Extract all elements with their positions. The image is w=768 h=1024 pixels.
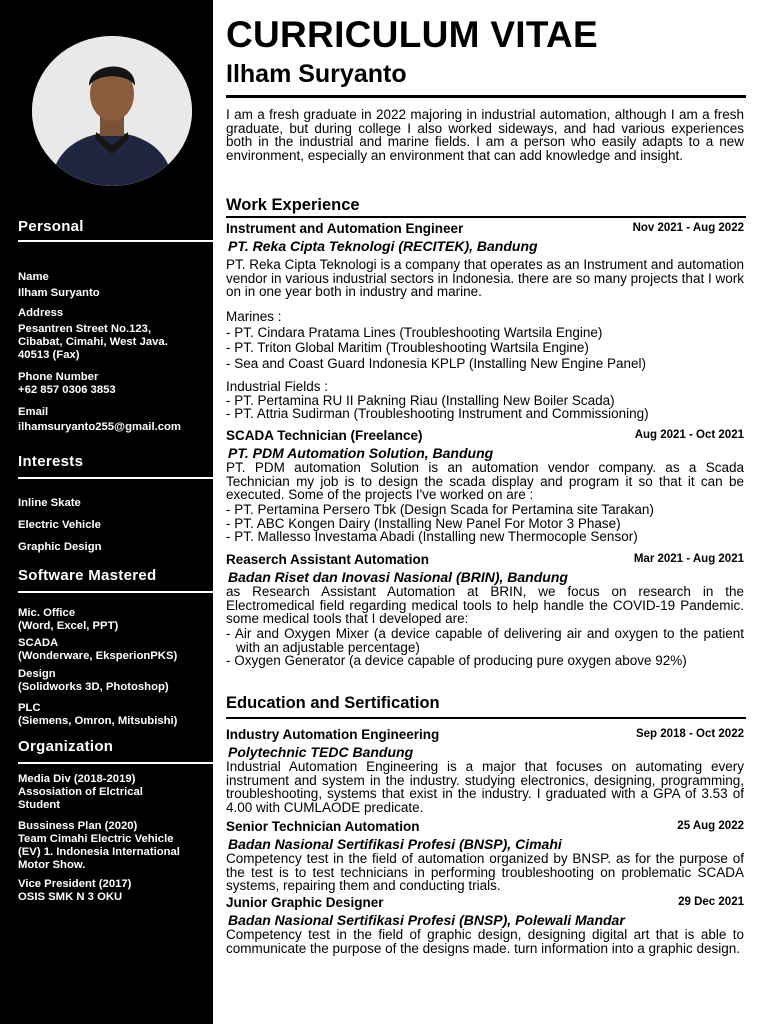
interest-item: Graphic Design xyxy=(18,541,102,553)
job-date: Mar 2021 - Aug 2021 xyxy=(633,553,744,565)
organization-line: Vice President (2017) xyxy=(18,878,132,890)
organization-item xyxy=(18,878,210,904)
sidebar xyxy=(0,0,213,1024)
name-value: Ilham Suryanto xyxy=(18,287,100,299)
job-date: Aug 2021 - Oct 2021 xyxy=(634,429,744,441)
personal-divider xyxy=(18,240,213,242)
organization-line: OSIS SMK N 3 OKU xyxy=(18,891,123,903)
tool-list xyxy=(226,627,744,668)
job-company: Badan Riset dan Inovasi Nasional (BRIN), Bandung xyxy=(228,569,568,585)
list-item: - Air and Oxygen Mixer (a device capable of delivering air and oxygen to the patient with an adjustable percentage) xyxy=(226,626,744,655)
education-institution: Polytechnic TEDC Bandung xyxy=(228,744,414,760)
job-title: Instrument and Automation Engineer xyxy=(226,221,464,236)
job-description: PT. PDM automation Solution is an automation vendor company. as a Scada Technician my job is to design the scada display and program it so that it can be executed. Some of the projects I've worked on are : xyxy=(226,460,744,502)
phone-label: Phone Number xyxy=(18,371,99,383)
name-block xyxy=(18,271,210,300)
education-description: Competency test in the field of automation organized by BNSP. as for the purpose of the test is to test technicians in performing troubleshooting on problematic SCADA systems, repairing them and conducting trials. xyxy=(226,851,744,893)
address-line: Cibabat, Cimahi, West Java. xyxy=(18,336,168,348)
education-divider xyxy=(226,717,746,719)
software-heading: Software Mastered xyxy=(18,567,157,584)
cv-title: CURRICULUM VITAE xyxy=(226,14,599,55)
software-name: PLC xyxy=(18,702,41,714)
education-title: Junior Graphic Designer xyxy=(226,895,384,910)
list-item: - PT. Mallesso Investama Abadi (Installing new Thermocople Sensor) xyxy=(226,529,638,544)
organization-divider xyxy=(18,762,213,764)
name-label: Name xyxy=(18,271,49,283)
interest-item: Inline Skate xyxy=(18,497,81,509)
personal-heading: Personal xyxy=(18,218,84,235)
education-heading: Education and Sertification xyxy=(226,694,440,712)
software-detail: (Word, Excel, PPT) xyxy=(18,620,119,632)
education-date: Sep 2018 - Oct 2022 xyxy=(635,728,744,740)
software-name: SCADA xyxy=(18,637,59,649)
list-item: - PT. Triton Global Maritim (Troubleshooting Wartsila Engine) xyxy=(226,340,589,355)
software-divider xyxy=(18,591,213,593)
list-item: - PT. Pertamina RU II Pakning Riau (Installing New Boiler Scada) xyxy=(226,392,615,408)
education-date: 25 Aug 2022 xyxy=(677,820,744,832)
profile-photo-image xyxy=(32,36,192,186)
interests-heading: Interests xyxy=(18,453,84,470)
software-name: Design xyxy=(18,668,56,680)
job-title: Reaserch Assistant Automation xyxy=(226,552,430,567)
organization-line: Motor Show. xyxy=(18,859,86,871)
job-description: as Research Assistant Automation at BRIN, we focus on research in the Electromedical field regarding medical tools to help handle the COVID-19 Pandemic. some medical tools that I developed are: xyxy=(226,584,744,626)
software-item xyxy=(18,607,210,633)
industrial-label: Industrial Fields : xyxy=(226,379,329,394)
education-institution: Badan Nasional Sertifikasi Profesi (BNSP), Polewali Mandar xyxy=(228,912,625,928)
list-item: - PT. Attria Sudirman (Troubleshooting Instrument and Commissioning) xyxy=(226,406,649,421)
work-divider xyxy=(226,216,746,218)
software-detail: (Wonderware, EksperionPKS) xyxy=(18,650,178,662)
software-item xyxy=(18,702,210,728)
full-name: Ilham Suryanto xyxy=(226,60,407,88)
email-value: ilhamsuryanto255@gmail.com xyxy=(18,421,181,433)
job-company: PT. PDM Automation Solution, Bandung xyxy=(228,445,494,461)
address-block xyxy=(18,307,210,362)
list-item: - PT. ABC Kongen Dairy (Installing New Panel For Motor 3 Phase) xyxy=(226,515,621,531)
work-heading: Work Experience xyxy=(226,196,360,214)
phone-value: +62 857 0306 3853 xyxy=(18,384,116,396)
list-item: - Oxygen Generator (a device capable of producing pure oxygen above 92%) xyxy=(226,653,687,668)
email-block xyxy=(18,406,210,434)
education-date: 29 Dec 2021 xyxy=(678,896,744,908)
organization-item xyxy=(18,820,210,872)
education-title: Industry Automation Engineering xyxy=(226,727,440,742)
job-date: Nov 2021 - Aug 2022 xyxy=(632,222,744,234)
software-detail: (Solidworks 3D, Photoshop) xyxy=(18,681,169,693)
interests-divider xyxy=(18,477,213,479)
software-item xyxy=(18,637,210,663)
job-company: PT. Reka Cipta Teknologi (RECITEK), Bandung xyxy=(228,238,538,254)
profile-photo xyxy=(32,36,192,186)
phone-block xyxy=(18,371,210,397)
summary: I am a fresh graduate in 2022 majoring in industrial automation, although I am a fresh graduate, but during college I also worked sideways, and had various experiences both in the industrial and marine fields. I am a person who easily adapts to a new environment, especially an environment that can add knowledge and insight. xyxy=(226,107,744,163)
email-label: Email xyxy=(18,406,49,418)
list-item: - Sea and Coast Guard Indonesia KPLP (Installing New Engine Panel) xyxy=(226,355,647,371)
job-title: SCADA Technician (Freelance) xyxy=(226,428,423,443)
header-divider xyxy=(226,95,746,98)
education-description: Industrial Automation Engineering is a major that focuses on automating every instrument and system in the industry. studying electronics, designing, programming, troubleshooting, systems that exist in the industry. I graduated with a GPA of 3.53 of 4.00 with CUMLAODE predicate. xyxy=(226,759,744,815)
job-description: PT. Reka Cipta Teknologi is a company that operates as an Instrument and automation vendor in various industrial sectors in Indonesia. there are so many projects that I work on in one year both in industry and marine. xyxy=(226,257,744,299)
industrial-list xyxy=(226,380,744,421)
marines-list xyxy=(226,310,744,370)
organization-heading: Organization xyxy=(18,738,114,755)
list-item: - PT. Cindara Pratama Lines (Troubleshooting Wartsila Engine) xyxy=(226,324,603,340)
organization-line: Bussiness Plan (2020) xyxy=(18,820,138,832)
software-detail: (Siemens, Omron, Mitsubishi) xyxy=(18,715,178,727)
organization-line: Student xyxy=(18,799,61,811)
organization-line: Assosiation of Elctrical xyxy=(18,786,143,798)
marines-label: Marines : xyxy=(226,309,282,324)
education-institution: Badan Nasional Sertifikasi Profesi (BNSP), Cimahi xyxy=(228,836,562,852)
address-label: Address xyxy=(18,307,64,319)
organization-line: Media Div (2018-2019) xyxy=(18,773,136,785)
education-title: Senior Technician Automation xyxy=(226,819,420,834)
list-item: - PT. Pertamina Persero Tbk (Design Scada for Pertamina site Tarakan) xyxy=(226,502,654,517)
software-item xyxy=(18,668,210,694)
address-line: Pesantren Street No.123, xyxy=(18,323,152,335)
organization-line: Team Cimahi Electric Vehicle xyxy=(18,833,174,845)
education-description: Competency test in the field of graphic design, designing digital art that is able to communicate the purpose of the designs made. turn information into a graphic design. xyxy=(226,927,744,956)
software-name: Mic. Office xyxy=(18,607,76,619)
address-line: 40513 (Fax) xyxy=(18,349,80,361)
organization-item xyxy=(18,773,210,812)
organization-line: (EV) 1. Indonesia International xyxy=(18,846,180,858)
project-list xyxy=(226,503,744,544)
interest-item: Electric Vehicle xyxy=(18,519,101,531)
